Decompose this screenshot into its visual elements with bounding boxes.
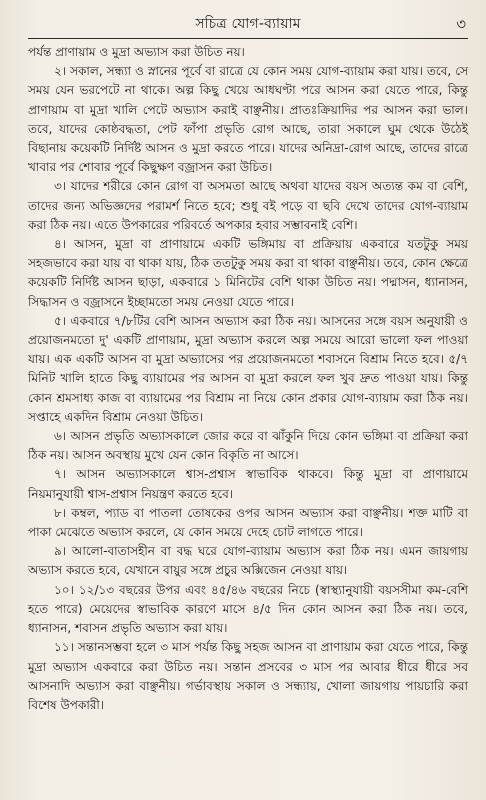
paragraph-3: ৩। যাদের শরীরে কোন রোগ বা অসমতা আছে অথবা যাদের বয়স অত্যন্ত কম বা বেশি, তাদের জন্য অভিজ্ঞদের পরামর্শ নিতে হবে; শুধু বই পড়ে বা ছবি দেখে তাদের যোগ-ব্যায়াম করা ঠিক নয়। এতে উপকারের পরিবর্তে অপকার হবার সম্ভাবনাই বেশি।	[28, 179, 468, 232]
paragraph-9: ৯। আলো-বাতাসহীন বা বদ্ধ ঘরে যোগ-ব্যায়াম অভ্যাস করা ঠিক নয়। এমন জায়গায় অভ্যাস করতে হবে, যেখানে বায়ুর সঙ্গে প্রচুর অক্সিজেন নেওয়া যায়।	[28, 544, 468, 578]
paragraph-2: ২। সকাল, সন্ধ্যা ও স্নানের পূর্বে বা রাত্রে যে কোন সময় যোগ-ব্যায়াম করা যায়। তবে, সে সময় যেন ভরপেটে না থাকে। অল্প কিছু খেয়ে আধঘণ্টা পরে আসন করা যেতে পারে, কিন্তু প্রাণায়াম বা মুদ্রা খালি পেটে অভ্যাস করাই বাঞ্ছনীয়। প্রাতঃক্রিয়াদির পর আসন করা ভাল। তবে, যাদের কোষ্ঠবদ্ধতা, পেট ফাঁপা প্রভৃতি রোগ আছে, তারা সকালে ঘুম থেকে উঠেই বিছানায় কয়েকটি নির্দিষ্ট আসন ও মুদ্রা করতে পারে। যাদের অনিদ্রা-রোগ আছে, তাদের রাত্রে খাবার পর শোবার পূর্বে কিছুক্ষণ বজ্রাসন করা উচিত।	[28, 64, 468, 175]
paragraph-4: ৪। আসন, মুদ্রা বা প্রাণায়ামে একটি ভঙ্গিমায় বা প্রক্রিয়ায় একবারে যতটুকু সময় সহজভাবে করা যায় বা থাকা যায়, ঠিক ততটুকু সময় করা বা থাকা বাঞ্ছনীয়। তবে, কোন ক্ষেত্রে কয়েকটি নির্দিষ্ট আসন ছাড়া, একবারে ১ মিনিটের বেশি থাকা উচিত নয়। পদ্মাসন, ধ্যানাসন, সিদ্ধাসন ও বজ্রাসনে ইচ্ছামতো সময় নেওয়া যেতে পারে।	[28, 237, 468, 309]
paragraph-continuation: পর্যন্ত প্রাণায়াম ও মুদ্রা অভ্যাস করা উচিত নয়।	[28, 45, 245, 59]
paragraph-5: ৫। একবারে ৭/৮টির বেশি আসন অভ্যাস করা ঠিক নয়। আসনের সঙ্গে বয়স অনুযায়ী ও প্রয়োজনমতো দু' একটি প্রাণায়াম, মুদ্রা অভ্যাস করলে অল্প সময়ে আরো ভালো ফল পাওয়া যায়। এক একটি আসন বা মুদ্রা অভ্যাসের পর প্রয়োজনমতো শবাসনে বিশ্রাম নিতে হবে। ৫/৭ মিনিট খালি হাতে কিছু ব্যায়ামের পর আসন বা মুদ্রা করলে ফল খুব দ্রুত পাওয়া যায়। কিন্তু কোন শ্রমসাধ্য কাজ বা ব্যায়ামের পর বিশ্রাম না নিয়ে কোন প্রকার যোগ-ব্যায়াম করা ঠিক নয়। সপ্তাহে একদিন বিশ্রাম নেওয়া উচিত।	[28, 313, 468, 424]
running-title: সচিত্র যোগ-ব্যায়াম	[195, 16, 301, 32]
paragraph-6: ৬। আসন প্রভৃতি অভ্যাসকালে জোর করে বা ঝাঁকুনি দিয়ে কোন ভঙ্গিমা বা প্রক্রিয়া করা ঠিক নয়। আসন অবস্থায় মুখে যেন কোন বিকৃতি না আসে।	[28, 429, 468, 463]
page-header	[28, 12, 468, 36]
body-text	[28, 43, 468, 715]
header-rule	[28, 38, 468, 39]
paragraph-7: ৭। আসন অভ্যাসকালে শ্বাস-প্রশ্বাস স্বাভাবিক থাকবে। কিন্তু মুদ্রা বা প্রাণায়ামে নিয়মানুযায়ী শ্বাস-প্রশ্বাস নিয়ন্ত্রণ করতে হবে।	[28, 467, 468, 501]
paragraph-10: ১০। ১২/১৩ বছরের উপর এবং ৪৫/৪৬ বছরের নিচে (স্বাস্থ্যানুযায়ী বয়সসীমা কম-বেশি হতে পারে) মেয়েদের স্বাভাবিক কারণে মাসে ৪/৫ দিন কোন আসন করা ঠিক নয়। তবে, ধ্যানাসন, শবাসন প্রভৃতি অভ্যাস করা যায়।	[28, 582, 468, 636]
paragraph-8: ৮। কম্বল, প্যাড বা পাতলা তোষকের ওপর আসন অভ্যাস করা বাঞ্ছনীয়। শক্ত মাটি বা পাকা মেঝেতে অভ্যাস করলে, যে কোন সময়ে দেহে চোট লাগতে পারে।	[28, 505, 468, 540]
page-number: ৩	[456, 15, 466, 33]
paragraph-11: ১১। সন্তানসম্ভবা হলে ৩ মাস পর্যন্ত কিছু সহজ আসন বা প্রাণায়াম করা যেতে পারে, কিন্তু মুদ্রা অভ্যাস একবারে করা উচিত নয়। সন্তান প্রসবের ৩ মাস পর আবার ধীরে ধীরে সব আসনাদি অভ্যাস করা বাঞ্ছনীয়। গর্ভাবস্থায় সকাল ও সন্ধ্যায়, খোলা জায়গায় পায়চারি করা বিশেষ উপকারী।	[28, 640, 468, 712]
